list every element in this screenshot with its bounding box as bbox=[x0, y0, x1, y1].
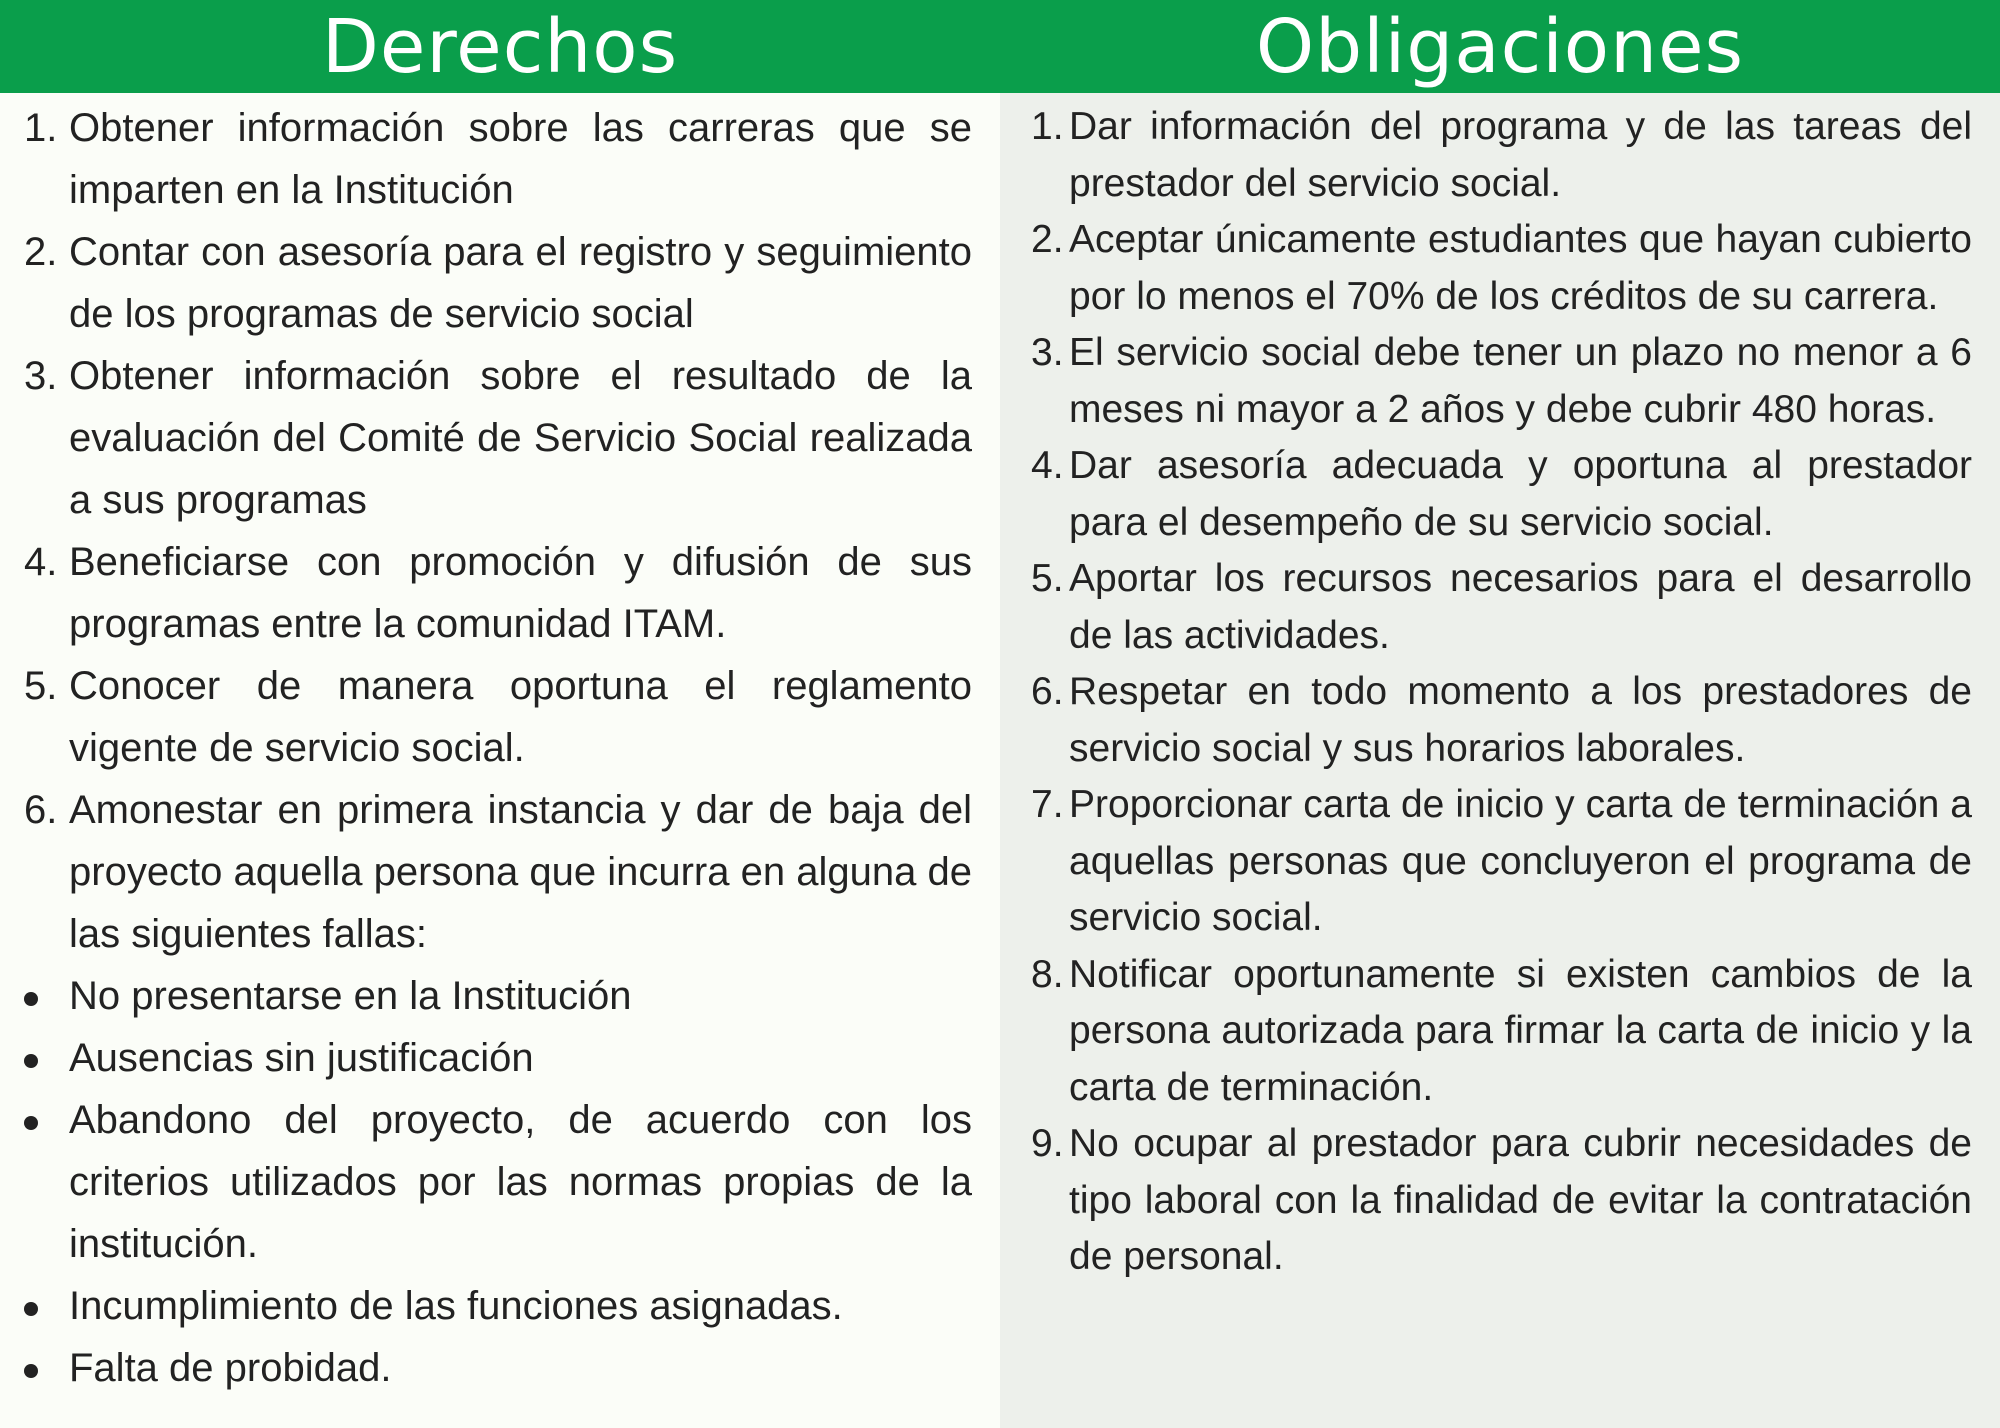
item-text: Dar asesoría adecuada y oportuna al prestador para el desempeño de su servicio social. bbox=[1069, 444, 1972, 544]
derechos-item bbox=[24, 221, 972, 345]
derechos-item bbox=[24, 531, 972, 655]
obligaciones-column bbox=[1000, 93, 2000, 1428]
fallas-bullet-list bbox=[24, 965, 972, 1399]
item-number: 3. bbox=[24, 354, 58, 398]
item-number: 5. bbox=[24, 664, 58, 708]
columns bbox=[0, 93, 2000, 1428]
bullet-item bbox=[24, 1337, 972, 1399]
bullet-text: Abandono del proyecto, de acuerdo con los criterios utilizados por las normas propias de la institución. bbox=[69, 1098, 972, 1266]
item-number: 8. bbox=[1031, 952, 1064, 996]
item-number: 7. bbox=[1031, 783, 1064, 826]
derechos-item bbox=[24, 655, 972, 779]
item-number: 1. bbox=[1031, 105, 1064, 148]
obligaciones-item bbox=[1031, 325, 1972, 438]
item-text: Amonestar en primera instancia y dar de baja del proyecto aquella persona que incurra en alguna de las siguientes fallas: bbox=[69, 788, 972, 956]
header-bar bbox=[0, 0, 2000, 93]
obligaciones-item bbox=[1031, 551, 1972, 664]
item-text: Beneficiarse con promoción y difusión de sus programas entre la comunidad ITAM. bbox=[69, 540, 972, 646]
derechos-title: Derechos bbox=[321, 3, 679, 90]
item-number: 3. bbox=[1031, 331, 1064, 374]
obligaciones-list bbox=[1031, 99, 1972, 1286]
item-text: Obtener información sobre las carreras que se imparten en la Institución bbox=[69, 106, 972, 212]
item-text: Respetar en todo momento a los prestadores de servicio social y sus horarios laborales. bbox=[1069, 670, 1972, 770]
item-text: Notificar oportunamente si existen cambios de la persona autorizada para firmar la carta de inicio y la carta de terminación. bbox=[1069, 952, 1972, 1109]
item-text: Obtener información sobre el resultado de la evaluación del Comité de Servicio Social realizada a sus programas bbox=[69, 354, 972, 522]
item-text: Dar información del programa y de las tareas del prestador del servicio social. bbox=[1069, 105, 1972, 205]
item-text: Aceptar únicamente estudiantes que hayan cubierto por lo menos el 70% de los créditos de su carrera. bbox=[1069, 218, 1972, 318]
bullet-dot-icon bbox=[24, 1027, 69, 1089]
bullet-item bbox=[24, 1027, 972, 1089]
bullet-item bbox=[24, 965, 972, 1027]
bullet-item bbox=[24, 1089, 972, 1275]
obligaciones-item bbox=[1031, 1116, 1972, 1286]
item-text: Conocer de manera oportuna el reglamento vigente de servicio social. bbox=[69, 664, 972, 770]
item-text: No ocupar al prestador para cubrir necesidades de tipo laboral con la finalidad de evitar la contratación de personal. bbox=[1069, 1122, 1972, 1278]
obligaciones-item bbox=[1031, 777, 1972, 947]
item-text: Proporcionar carta de inicio y carta de terminación a aquellas personas que concluyeron el programa de servicio social. bbox=[1069, 783, 1972, 939]
bullet-text: Falta de probidad. bbox=[69, 1346, 392, 1390]
bullet-dot-icon bbox=[24, 1089, 69, 1151]
item-number: 1. bbox=[24, 106, 58, 150]
derechos-column bbox=[0, 93, 1000, 1428]
item-number: 2. bbox=[1031, 218, 1064, 261]
item-number: 9. bbox=[1031, 1122, 1064, 1165]
item-text: Contar con asesoría para el registro y seguimiento de los programas de servicio social bbox=[69, 230, 972, 336]
derechos-item bbox=[24, 345, 972, 531]
obligaciones-item bbox=[1031, 212, 1972, 325]
derechos-item bbox=[24, 779, 972, 965]
item-number: 5. bbox=[1031, 557, 1064, 600]
obligaciones-title: Obligaciones bbox=[1255, 3, 1745, 90]
item-text: Aportar los recursos necesarios para el desarrollo de las actividades. bbox=[1069, 557, 1972, 657]
obligaciones-item bbox=[1031, 664, 1972, 777]
obligaciones-item bbox=[1031, 947, 1972, 1117]
bullet-dot-icon bbox=[24, 1275, 69, 1337]
derechos-list bbox=[24, 97, 972, 965]
obligaciones-item bbox=[1031, 99, 1972, 212]
item-text: El servicio social debe tener un plazo no menor a 6 meses ni mayor a 2 años y debe cubrir 480 horas. bbox=[1069, 331, 1972, 431]
bullet-dot-icon bbox=[24, 1337, 69, 1399]
derechos-item bbox=[24, 97, 972, 221]
item-number: 6. bbox=[24, 788, 58, 832]
obligaciones-item bbox=[1031, 438, 1972, 551]
bullet-text: No presentarse en la Institución bbox=[69, 974, 632, 1018]
bullet-dot-icon bbox=[24, 965, 69, 1027]
item-number: 4. bbox=[24, 540, 58, 584]
bullet-text: Incumplimiento de las funciones asignadas. bbox=[69, 1284, 843, 1328]
item-number: 6. bbox=[1031, 670, 1064, 713]
item-number: 2. bbox=[24, 230, 58, 274]
bullet-item bbox=[24, 1275, 972, 1337]
item-number: 4. bbox=[1031, 444, 1064, 487]
bullet-text: Ausencias sin justificación bbox=[69, 1036, 534, 1080]
